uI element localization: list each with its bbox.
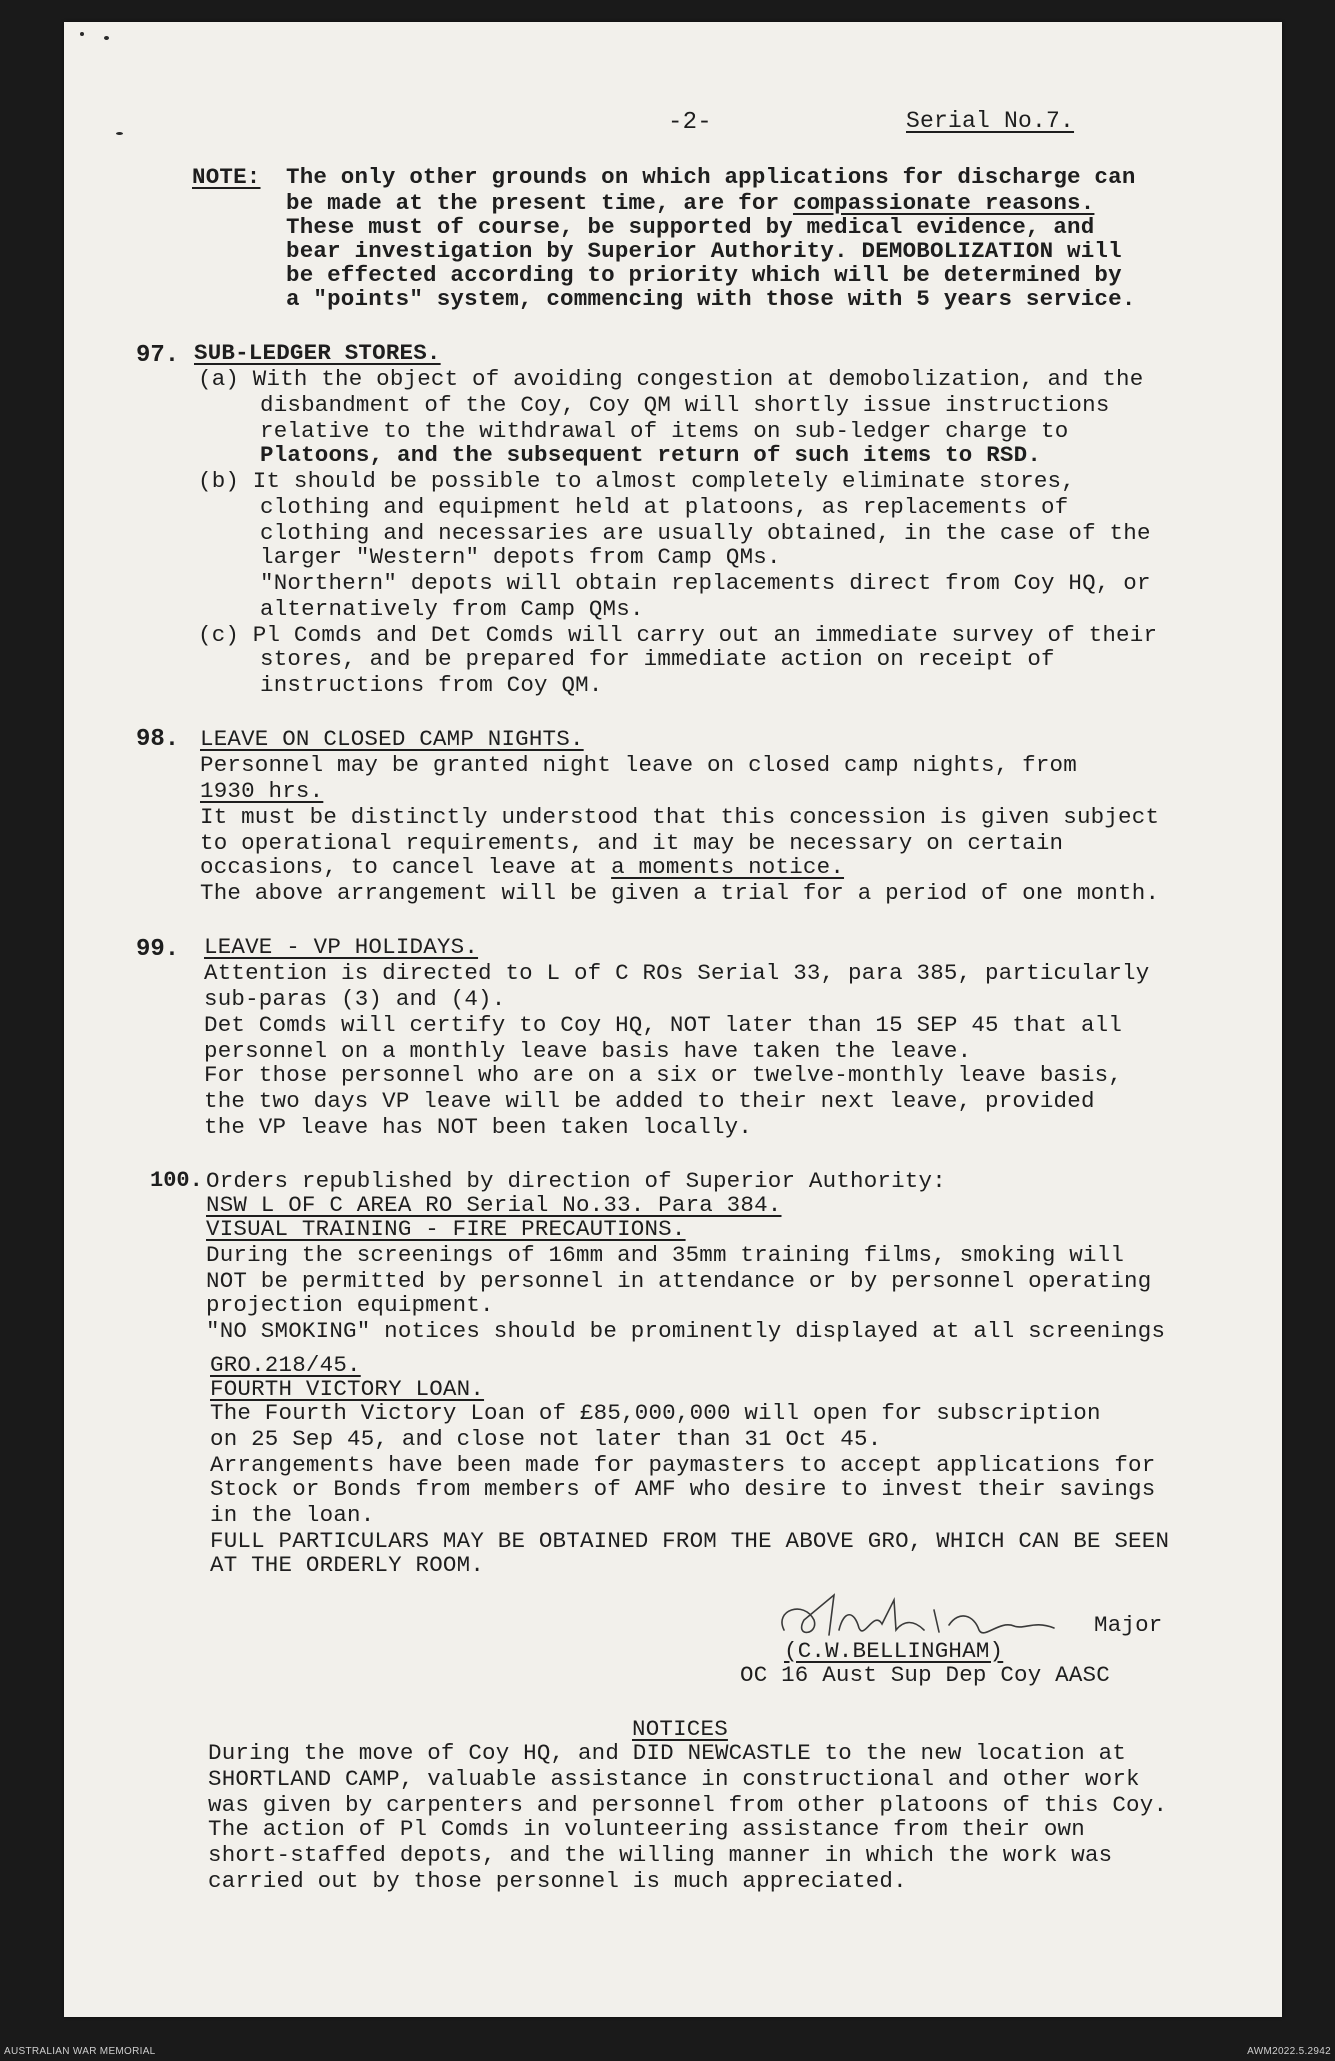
section-line: The above arrangement will be given a trial for a period of one month. bbox=[200, 880, 1160, 906]
section-line: clothing and necessaries are usually obtained, in the case of the bbox=[260, 520, 1151, 546]
section-line: Stock or Bonds from members of AMF who desire to invest their savings bbox=[210, 1476, 1156, 1502]
section-line: During the screenings of 16mm and 35mm training films, smoking will bbox=[206, 1242, 1125, 1268]
section-line: the VP leave has NOT been taken locally. bbox=[204, 1114, 753, 1140]
section-title: SUB-LEDGER STORES. bbox=[194, 340, 441, 366]
section-line: to operational requirements, and it may be necessary on certain bbox=[200, 830, 1064, 856]
section-line: 1930 hrs. bbox=[200, 778, 324, 804]
section-line: AT THE ORDERLY ROOM. bbox=[210, 1552, 485, 1578]
section-title: LEAVE ON CLOSED CAMP NIGHTS. bbox=[200, 726, 584, 752]
section-number: 100. bbox=[150, 1168, 203, 1193]
note-line: be made at the present time, are for compassionate reasons. bbox=[286, 190, 1095, 216]
notices-line: carried out by those personnel is much appreciated. bbox=[208, 1868, 907, 1894]
note-line: a "points" system, commencing with those with 5 years service. bbox=[286, 286, 1136, 312]
punch-mark bbox=[104, 36, 109, 40]
signature-unit: OC 16 Aust Sup Dep Coy AASC bbox=[740, 1662, 1110, 1688]
section-line: "Northern" depots will obtain replacements direct from Coy HQ, or bbox=[260, 570, 1151, 596]
section-line: (a) With the object of avoiding congestion at demobolization, and the bbox=[198, 366, 1144, 392]
section-number: 98. bbox=[136, 726, 180, 753]
section-line: personnel on a monthly leave basis have taken the leave. bbox=[204, 1038, 972, 1064]
section-line: (b) It should be possible to almost completely eliminate stores, bbox=[198, 468, 1075, 494]
notices-line: was given by carpenters and personnel from other platoons of this Coy. bbox=[208, 1792, 1168, 1818]
note-line: be effected according to priority which will be determined by bbox=[286, 262, 1122, 288]
section-line: clothing and equipment held at platoons, as replacements of bbox=[260, 494, 1069, 520]
section-line: GRO.218/45. bbox=[210, 1352, 361, 1378]
punch-mark bbox=[80, 32, 84, 36]
section-line: Arrangements have been made for paymasters to accept applications for bbox=[210, 1452, 1156, 1478]
section-line: It must be distinctly understood that this concession is given subject bbox=[200, 804, 1160, 830]
footer-right: AWM2022.5.2942 bbox=[1247, 2046, 1331, 2057]
section-line: Orders republished by direction of Superior Authority: bbox=[206, 1168, 946, 1194]
document-page bbox=[64, 22, 1282, 2017]
section-line: Det Comds will certify to Coy HQ, NOT later than 15 SEP 45 that all bbox=[204, 1012, 1123, 1038]
section-line: alternatively from Camp QMs. bbox=[260, 596, 644, 622]
section-line: VISUAL TRAINING - FIRE PRECAUTIONS. bbox=[206, 1216, 686, 1242]
signature-rank: Major bbox=[1094, 1612, 1163, 1638]
section-line: relative to the withdrawal of items on sub-ledger charge to bbox=[260, 418, 1069, 444]
section-title: LEAVE - VP HOLIDAYS. bbox=[204, 934, 479, 960]
section-line: FOURTH VICTORY LOAN. bbox=[210, 1376, 485, 1402]
section-line: occasions, to cancel leave at a moments notice. bbox=[200, 854, 845, 880]
notices-line: SHORTLAND CAMP, valuable assistance in constructional and other work bbox=[208, 1766, 1140, 1792]
section-line: Platoons, and the subsequent return of such items to RSD. bbox=[260, 442, 1042, 468]
note-label: NOTE: bbox=[192, 164, 261, 190]
section-number: 99. bbox=[136, 936, 180, 963]
footer-left: AUSTRALIAN WAR MEMORIAL bbox=[4, 2046, 156, 2057]
section-line: For those personnel who are on a six or twelve-monthly leave basis, bbox=[204, 1062, 1123, 1088]
note-line: bear investigation by Superior Authority. DEMOBOLIZATION will bbox=[286, 238, 1122, 264]
notices-line: short-staffed depots, and the willing manner in which the work was bbox=[208, 1842, 1113, 1868]
section-line: "NO SMOKING" notices should be prominently displayed at all screenings bbox=[206, 1318, 1166, 1344]
section-line: on 25 Sep 45, and close not later than 31 Oct 45. bbox=[210, 1426, 882, 1452]
section-line: stores, and be prepared for immediate action on receipt of bbox=[260, 646, 1055, 672]
section-line: in the loan. bbox=[210, 1502, 375, 1528]
note-line: These must of course, be supported by medical evidence, and bbox=[286, 214, 1095, 240]
signature-name: (C.W.BELLINGHAM) bbox=[784, 1638, 1004, 1664]
section-line: instructions from Coy QM. bbox=[260, 672, 603, 698]
section-line: The Fourth Victory Loan of £85,000,000 will open for subscription bbox=[210, 1400, 1101, 1426]
punch-mark bbox=[116, 132, 123, 135]
section-line: Attention is directed to L of C ROs Serial 33, para 385, particularly bbox=[204, 960, 1150, 986]
section-number: 97. bbox=[136, 342, 180, 369]
page-number: -2- bbox=[668, 109, 712, 136]
notices-line: The action of Pl Comds in volunteering assistance from their own bbox=[208, 1816, 1085, 1842]
notices-title: NOTICES bbox=[632, 1716, 728, 1742]
note-line: The only other grounds on which applications for discharge can bbox=[286, 164, 1136, 190]
section-line: Personnel may be granted night leave on closed camp nights, from bbox=[200, 752, 1077, 778]
section-line: NOT be permitted by personnel in attendance or by personnel operating bbox=[206, 1268, 1152, 1294]
notices-line: During the move of Coy HQ, and DID NEWCASTLE to the new location at bbox=[208, 1740, 1127, 1766]
section-line: the two days VP leave will be added to their next leave, provided bbox=[204, 1088, 1095, 1114]
section-line: FULL PARTICULARS MAY BE OBTAINED FROM THE ABOVE GRO, WHICH CAN BE SEEN bbox=[210, 1528, 1170, 1554]
section-line: projection equipment. bbox=[206, 1292, 494, 1318]
section-line: sub-paras (3) and (4). bbox=[204, 986, 506, 1012]
section-line: (c) Pl Comds and Det Comds will carry out an immediate survey of their bbox=[198, 622, 1158, 648]
section-line: NSW L OF C AREA RO Serial No.33. Para 384. bbox=[206, 1192, 782, 1218]
section-line: disbandment of the Coy, Coy QM will shortly issue instructions bbox=[260, 392, 1110, 418]
section-line: larger "Western" depots from Camp QMs. bbox=[260, 544, 781, 570]
serial-number: Serial No.7. bbox=[906, 108, 1075, 134]
